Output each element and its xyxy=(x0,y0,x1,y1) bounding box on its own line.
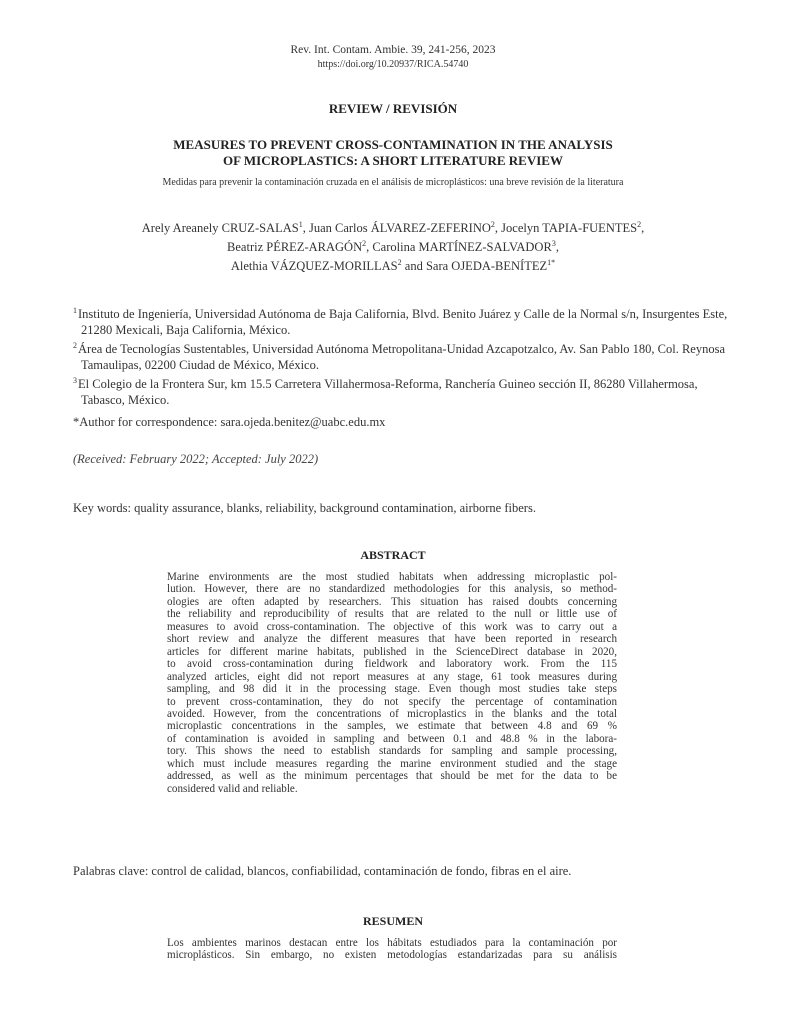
author-separator: , xyxy=(366,240,373,254)
paragraph-line: ologies are often adapted by researchers. This situation has raised doubts concerning xyxy=(167,595,617,608)
paragraph-line: measures to avoid cross-contamination. The objective of this work was to carry out a xyxy=(167,620,617,633)
paragraph-line: lution. However, there are no standardized methodologies for this analysis, so method- xyxy=(167,583,617,596)
author-separator: , xyxy=(641,221,645,235)
paragraph-line: microplásticos. Sin embargo, no existen metodologías estandarizadas para su análisis xyxy=(167,949,617,962)
author-affiliation-mark: 2 xyxy=(637,220,642,229)
paragraph-line: avoided. However, from the concentrations of microplastics in the blanks and the total xyxy=(167,707,617,720)
author-affiliation-mark: 2 xyxy=(362,239,367,248)
affiliation-item xyxy=(73,338,733,373)
paragraph-line: sampling, and 98 did it in the processing stage. Even though most studies take steps xyxy=(167,683,617,696)
paragraph-line: of contamination is avoided in sampling and between 0.1 and 48.8 % in the labora- xyxy=(167,732,617,745)
paragraph-line: which must include measures regarding the marine environment studied and the stage xyxy=(167,757,617,770)
author-affiliation-mark: 3 xyxy=(551,239,556,248)
author-name: Sara OJEDA-BENÍTEZ xyxy=(425,259,548,273)
paragraph-line: addressed, as well as the minimum percentages that should be met for the data to be xyxy=(167,770,617,783)
paragraph-line: analyzed articles, eight did not report measures at any stage, 61 took measures during xyxy=(167,670,617,683)
keywords: Key words: quality assurance, blanks, reliability, background contamination, airborne fibers. xyxy=(73,501,536,515)
paragraph-line: short review and analyze the different measures that have been reported in research xyxy=(167,633,617,646)
resumen-heading: RESUMEN xyxy=(362,914,423,928)
author-affiliation-mark: 1* xyxy=(547,258,556,267)
author-name: Juan Carlos ÁLVAREZ-ZEFERINO xyxy=(308,221,491,235)
author-name: Beatriz PÉREZ-ARAGÓN xyxy=(227,240,363,254)
author-line xyxy=(0,255,786,274)
paragraph-line: articles for different marine habitats, published in the ScienceDirect database in 2020, xyxy=(167,645,617,658)
author-name: Jocelyn TAPIA-FUENTES xyxy=(501,221,638,235)
affiliation-number: 3 xyxy=(73,376,77,385)
resumen-body xyxy=(167,937,617,962)
author-affiliation-mark: 1 xyxy=(298,220,303,229)
author-affiliation-mark: 2 xyxy=(397,258,402,267)
paragraph-line: tory. This shows the need to establish standards for sampling and sample processing, xyxy=(167,745,617,758)
paragraph-line: to prevent cross-contamination, they do not specify the percentage of contamination xyxy=(167,695,617,708)
affiliation-number: 2 xyxy=(73,341,77,350)
affiliation-text: Área de Tecnologías Sustentables, Universidad Autónoma Metropolitana-Unidad Azcapotzalco, Av. San Pablo 180, Col. Reynosa Tamaulipas, 02200 Ciudad de México, México. xyxy=(78,342,726,372)
abstract-heading: ABSTRACT xyxy=(360,548,426,562)
correspondence-email[interactable]: *Author for correspondence: sara.ojeda.benitez@uabc.edu.mx xyxy=(73,415,386,429)
affiliation-item xyxy=(73,303,733,338)
paragraph-line: considered valid and reliable. xyxy=(167,782,298,795)
paragraph-line: microplastic concentrations in the samples, we estimate that between 4.8 and 69 % xyxy=(167,720,617,733)
author-name: Carolina MARTÍNEZ-SALVADOR xyxy=(372,240,552,254)
abstract-body xyxy=(167,571,617,795)
author-separator: and xyxy=(401,259,426,273)
affiliation-text: Instituto de Ingeniería, Universidad Autónoma de Baja California, Blvd. Benito Juárez y Calle de la Normal s/n, Insurgentes Este, 21280 Mexicali, Baja California, México. xyxy=(78,307,728,337)
doi-link[interactable]: https://doi.org/10.20937/RICA.54740 xyxy=(317,59,469,70)
affiliation-number: 1 xyxy=(73,306,77,315)
paragraph-line: to avoid cross-contamination during fieldwork and laboratory work. From the 115 xyxy=(167,658,617,671)
title-line: MEASURES TO PREVENT CROSS-CONTAMINATION IN THE ANALYSIS xyxy=(173,137,613,152)
paper-title xyxy=(0,137,786,169)
spanish-title: Medidas para prevenir la contaminación cruzada en el análisis de microplásticos: una breve revisión de la literatura xyxy=(162,177,624,188)
author-name: Alethia VÁZQUEZ-MORILLAS xyxy=(230,259,398,273)
author-affiliation-mark: 2 xyxy=(490,220,495,229)
paragraph-line: the reliability and reproducibility of results that are related to the null or little use of xyxy=(167,608,617,621)
received-accepted-dates: (Received: February 2022; Accepted: July 2022) xyxy=(73,452,319,466)
author-line xyxy=(0,217,786,236)
author-separator: , xyxy=(302,221,309,235)
author-separator: , xyxy=(494,221,502,235)
title-line: OF MICROPLASTICS: A SHORT LITERATURE REVIEW xyxy=(223,153,563,168)
author-separator: , xyxy=(555,240,559,254)
author-name: Arely Areanely CRUZ-SALAS xyxy=(141,221,299,235)
author-line xyxy=(0,236,786,255)
palabras-clave: Palabras clave: control de calidad, blancos, confiabilidad, contaminación de fondo, fibras en el aire. xyxy=(73,864,572,878)
affiliation-item xyxy=(73,373,733,408)
affiliation-text: El Colegio de la Frontera Sur, km 15.5 Carretera Villahermosa-Reforma, Ranchería Guineo sección II, 86280 Villahermosa, Tabasco, México. xyxy=(78,377,698,407)
journal-citation: Rev. Int. Contam. Ambie. 39, 241-256, 2023 xyxy=(290,44,496,56)
paragraph-line: Marine environments are the most studied habitats when addressing microplastic pol- xyxy=(167,571,617,583)
section-label: REVIEW / REVISIÓN xyxy=(328,101,458,116)
author-list xyxy=(0,217,786,274)
paragraph-line: Los ambientes marinos destacan entre los hábitats estudiados para la contaminación por xyxy=(167,937,617,949)
affiliation-list xyxy=(73,303,733,408)
